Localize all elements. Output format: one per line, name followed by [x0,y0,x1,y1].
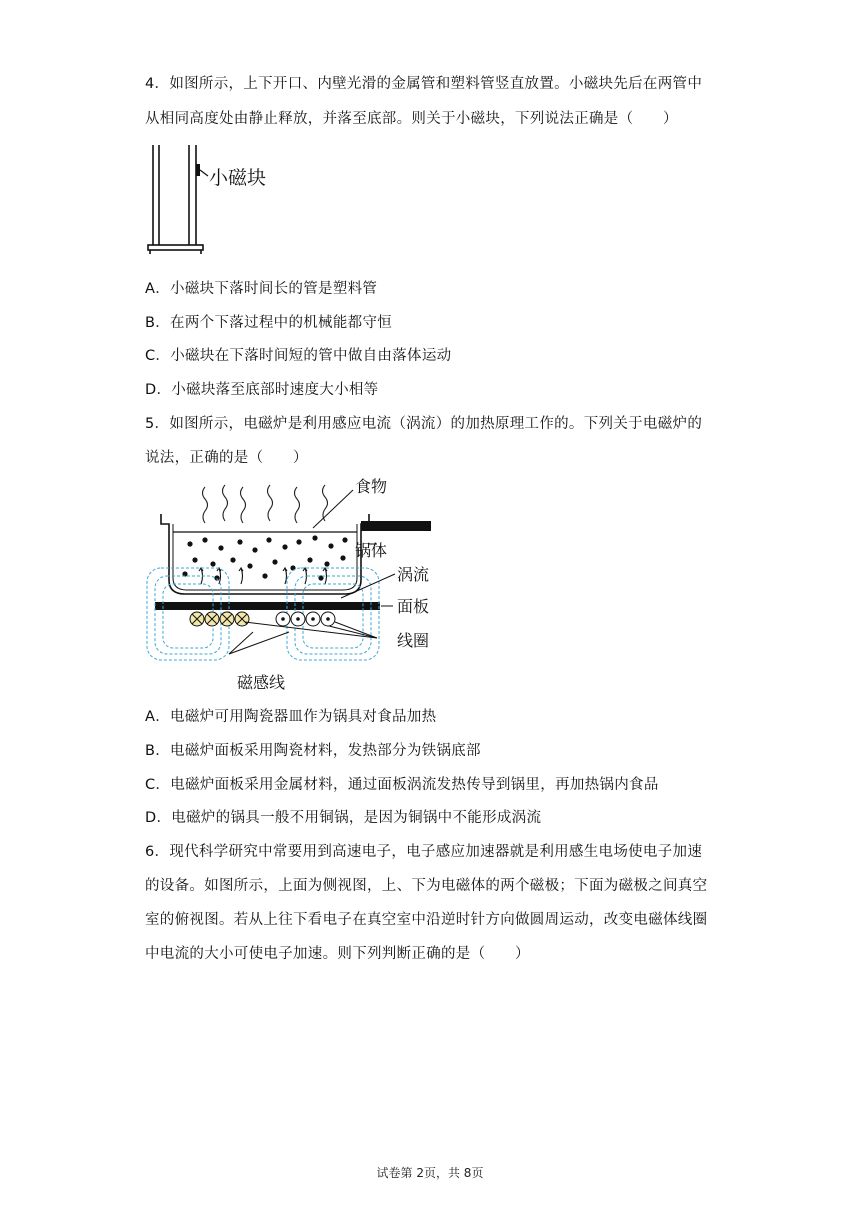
q5-label-panel: 面板 [397,597,430,616]
q4-figure-tubes [145,142,285,257]
q4-stem-line-2: 从相同高度处由静止释放，并落至底部。则关于小磁块，下列说法正确是（ ） [145,111,678,127]
q5-label-food: 食物 [355,477,388,496]
q5-label-pot: 锅体 [355,541,388,560]
q5-option-d: D．电磁炉的锅具一般不用铜锅，是因为铜锅中不能形成涡流 [145,810,542,826]
q5-figure-induction-cooker [145,472,445,694]
q5-stem-line-1: 5．如图所示，电磁炉是利用感应电流（涡流）的加热原理工作的。下列关于电磁炉的 [145,416,703,432]
q4-option-c: C．小磁块在下落时间短的管中做自由落体运动 [145,348,452,364]
q5-label-eddy: 涡流 [397,565,430,584]
q6-stem-line-2: 的设备。如图所示，上面为侧视图，上、下为电磁体的两个磁极；下面为磁极之间真空 [145,878,708,894]
q4-figure-label-magnet: 小磁块 [209,167,267,189]
q5-option-a: A．电磁炉可用陶瓷器皿作为锅具对食品加热 [145,709,437,725]
q4-option-b: B．在两个下落过程中的机械能都守恒 [145,315,393,331]
q4-option-d: D．小磁块落至底部时速度大小相等 [145,382,379,398]
q5-label-coil: 线圈 [397,631,430,650]
q6-stem-line-3: 室的俯视图。若从上往下看电子在真空室中沿逆时针方向做圆周运动，改变电磁体线圈 [145,912,708,928]
q5-label-field-lines: 磁感线 [237,673,286,692]
q4-option-a: A．小磁块下落时间长的管是塑料管 [145,281,378,297]
q6-stem-line-1: 6．现代科学研究中常要用到高速电子，电子感应加速器就是利用感生电场使电子加速 [145,844,703,860]
q5-option-c: C．电磁炉面板采用金属材料，通过面板涡流发热传导到锅里，再加热锅内食品 [145,777,659,793]
q5-stem-line-2: 说法，正确的是（ ） [145,450,308,466]
q5-option-b: B．电磁炉面板采用陶瓷材料，发热部分为铁锅底部 [145,743,481,759]
page-footer: 试卷第 2页，共 8页 [376,1166,484,1180]
q4-stem-line-1: 4．如图所示，上下开口、内壁光滑的金属管和塑料管竖直放置。小磁块先后在两管中 [145,76,703,92]
q6-stem-line-4: 中电流的大小可使电子加速。则下列判断正确的是（ ） [145,946,530,962]
